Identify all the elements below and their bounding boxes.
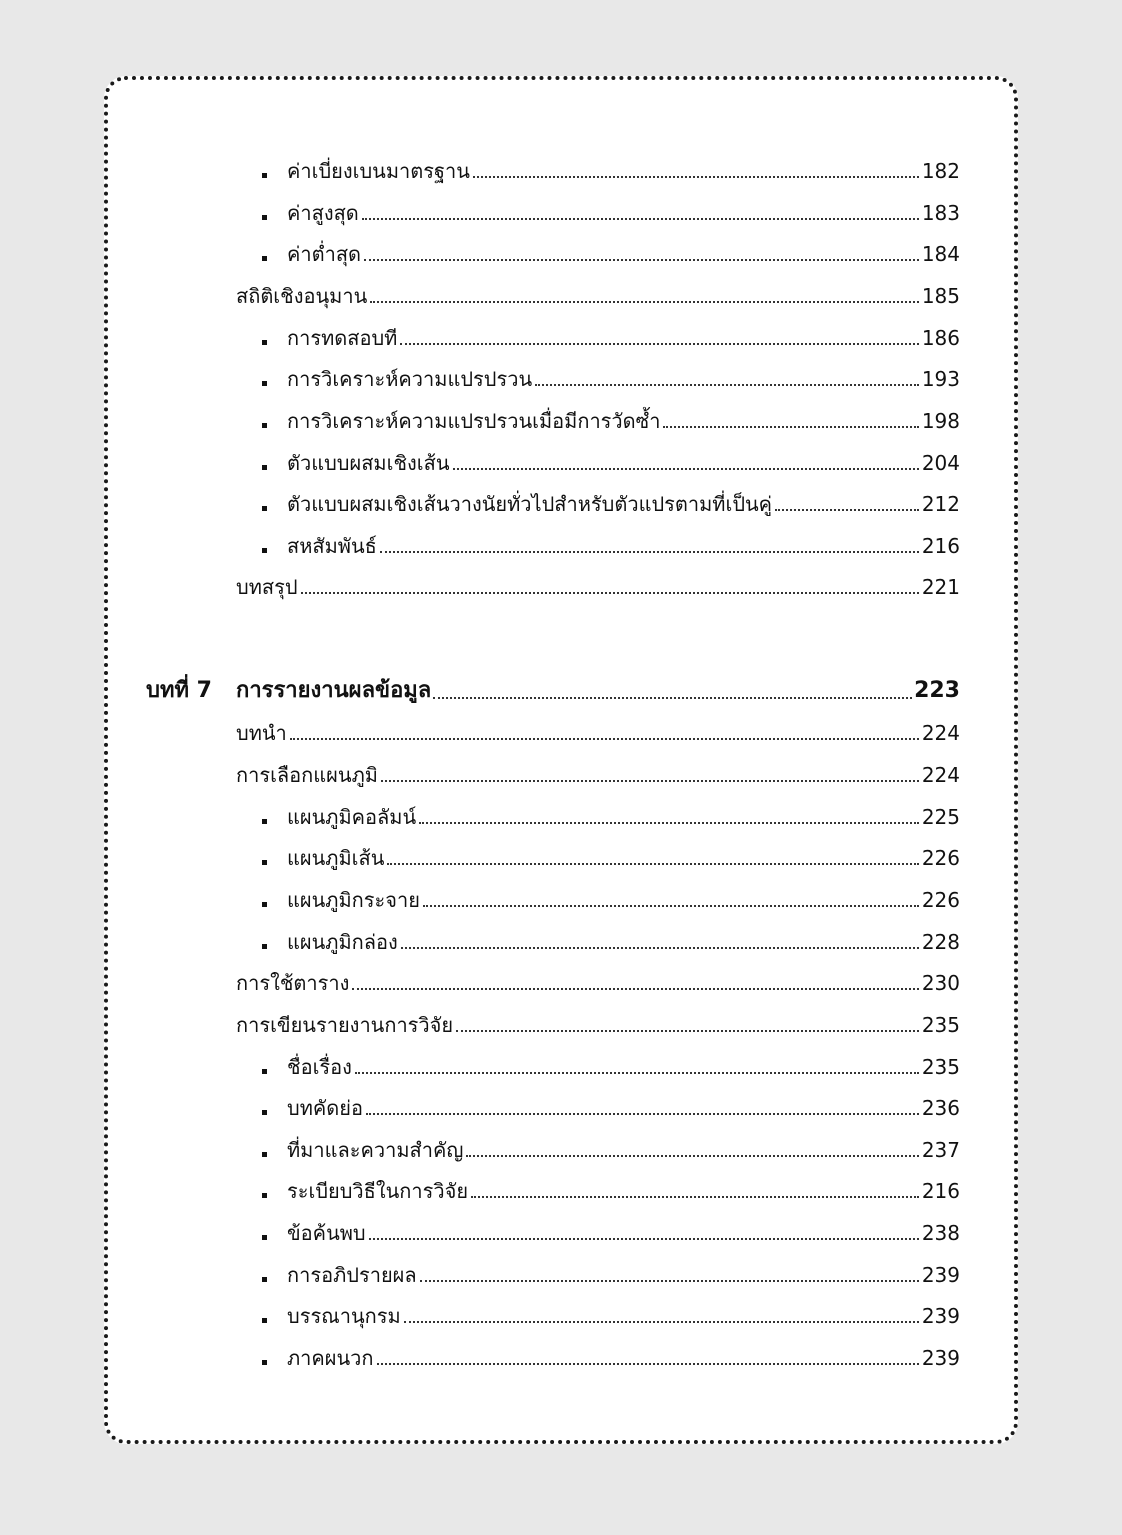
toc-entry-label: การวิเคราะห์ความแปรปรวนเมื่อมีการวัดซ้ำ [287, 409, 661, 433]
dot-leader [366, 1113, 919, 1115]
toc-entry-page: 204 [921, 451, 960, 475]
toc-section-label: สถิติเชิงอนุมาน [236, 284, 368, 308]
toc-entry-label: ที่มาและความสำคัญ [287, 1138, 464, 1162]
toc-entry-label: การอภิปรายผล [287, 1263, 417, 1287]
toc-entry-page: 184 [921, 242, 960, 266]
dot-leader [352, 988, 918, 990]
toc-section-page: 185 [921, 284, 960, 308]
bullet-icon [262, 860, 267, 865]
dot-leader [355, 1072, 919, 1074]
toc-entry-anova[interactable] [262, 365, 960, 393]
dot-leader [663, 426, 918, 428]
toc-section-page: 230 [921, 971, 960, 995]
toc-entry-label: แผนภูมิกล่อง [287, 930, 398, 954]
toc-section-page: 224 [921, 763, 960, 787]
bullet-icon [262, 944, 267, 949]
toc-section-page: 221 [921, 575, 960, 599]
toc-entry-label: แผนภูมิเส้น [287, 846, 385, 870]
dot-leader [362, 218, 919, 220]
dot-leader [381, 780, 919, 782]
bullet-icon [262, 902, 267, 907]
toc-entry-page: 238 [921, 1221, 960, 1245]
dot-leader [471, 1196, 919, 1198]
dot-leader [433, 697, 912, 699]
toc-entry-background[interactable] [262, 1136, 960, 1164]
toc-entry-discussion[interactable] [262, 1261, 960, 1289]
bullet-icon [262, 1360, 267, 1365]
dot-leader [400, 343, 918, 345]
bullet-icon [262, 465, 267, 470]
toc-entry-abstract[interactable] [262, 1094, 960, 1122]
page-frame [104, 76, 1018, 1444]
dot-leader [404, 1321, 919, 1323]
dot-leader [453, 468, 919, 470]
dot-leader [419, 822, 919, 824]
table-of-contents [108, 80, 1014, 1440]
dot-leader [456, 1030, 919, 1032]
toc-entry-page: 198 [921, 409, 960, 433]
toc-chapter-7[interactable] [236, 677, 960, 705]
toc-entry-label: การวิเคราะห์ความแปรปรวน [287, 367, 533, 391]
toc-entry-page: 236 [921, 1096, 960, 1120]
toc-entry-appendix[interactable] [262, 1344, 960, 1372]
toc-entry-std-dev[interactable] [262, 157, 960, 185]
bullet-icon [262, 548, 267, 553]
toc-section-label: บทสรุป [236, 575, 298, 599]
toc-entry-label: ค่าสูงสุด [287, 201, 359, 225]
dot-leader [420, 1280, 919, 1282]
toc-entry-findings[interactable] [262, 1219, 960, 1247]
toc-entry-label: บทคัดย่อ [287, 1096, 363, 1120]
dot-leader [370, 301, 919, 303]
dot-leader [380, 551, 919, 553]
toc-entry-page: 239 [921, 1263, 960, 1287]
bullet-icon [262, 340, 267, 345]
toc-section-page: 235 [921, 1013, 960, 1037]
toc-entry-max[interactable] [262, 199, 960, 227]
dot-leader [423, 905, 919, 907]
bullet-icon [262, 1318, 267, 1323]
toc-entry-page: 183 [921, 201, 960, 225]
dot-leader [775, 509, 919, 511]
toc-entry-page: 239 [921, 1304, 960, 1328]
toc-entry-label: ค่าต่ำสุด [287, 242, 362, 266]
bullet-icon [262, 215, 267, 220]
toc-entry-page: 212 [921, 492, 960, 516]
toc-entry-scatter-chart[interactable] [262, 886, 960, 914]
toc-section-writing-report[interactable] [236, 1011, 960, 1039]
toc-entry-label: แผนภูมิกระจาย [287, 888, 420, 912]
toc-entry-label: ระเบียบวิธีในการวิจัย [287, 1179, 469, 1203]
toc-section-label: บทนำ [236, 721, 287, 745]
chapter-page: 223 [914, 678, 960, 703]
toc-entry-page: 237 [921, 1138, 960, 1162]
toc-entry-label: ชื่อเรื่อง [287, 1055, 352, 1079]
toc-entry-lmm[interactable] [262, 449, 960, 477]
toc-entry-glmm[interactable] [262, 490, 960, 518]
toc-entry-label: ตัวแบบผสมเชิงเส้น [287, 451, 450, 475]
bullet-icon [262, 819, 267, 824]
toc-section-intro[interactable] [236, 719, 960, 747]
toc-section-label: การเลือกแผนภูมิ [236, 763, 378, 787]
toc-entry-page: 186 [921, 326, 960, 350]
dot-leader [290, 738, 919, 740]
bullet-icon [262, 1069, 267, 1074]
dot-leader [301, 592, 919, 594]
bullet-icon [262, 256, 267, 261]
bullet-icon [262, 173, 267, 178]
toc-entry-page: 225 [921, 805, 960, 829]
toc-section-inferential[interactable] [236, 282, 960, 310]
bullet-icon [262, 1110, 267, 1115]
chapter-title: การรายงานผลข้อมูล [236, 678, 432, 703]
toc-entry-label: ภาคผนวก [287, 1346, 374, 1370]
toc-entry-page: 182 [921, 159, 960, 183]
toc-entry-page: 193 [921, 367, 960, 391]
dot-leader [466, 1155, 918, 1157]
toc-entry-page: 228 [921, 930, 960, 954]
toc-entry-label: แผนภูมิคอลัมน์ [287, 805, 417, 829]
dot-leader [535, 384, 919, 386]
dot-leader [377, 1363, 919, 1365]
toc-section-label: การเขียนรายงานการวิจัย [236, 1013, 454, 1037]
toc-entry-page: 239 [921, 1346, 960, 1370]
toc-entry-bibliography[interactable] [262, 1302, 960, 1330]
dot-leader [369, 1238, 919, 1240]
toc-entry-label: ค่าเบี่ยงเบนมาตรฐาน [287, 159, 470, 183]
toc-entry-correlation[interactable] [262, 532, 960, 560]
toc-section-using-tables[interactable] [236, 969, 960, 997]
bullet-icon [262, 1152, 267, 1157]
dot-leader [387, 863, 918, 865]
bullet-icon [262, 1193, 267, 1198]
toc-entry-line-chart[interactable] [262, 844, 960, 872]
bullet-icon [262, 423, 267, 428]
toc-entry-title[interactable] [262, 1053, 960, 1081]
toc-entry-label: การทดสอบที [287, 326, 398, 350]
toc-section-choosing-charts[interactable] [236, 761, 960, 789]
toc-entry-page: 216 [921, 1179, 960, 1203]
chapter-number: บทที่ 7 [146, 678, 212, 703]
bullet-icon [262, 1235, 267, 1240]
toc-entry-box-chart[interactable] [262, 928, 960, 956]
toc-entry-min[interactable] [262, 240, 960, 268]
toc-entry-column-chart[interactable] [262, 803, 960, 831]
toc-entry-page: 226 [921, 888, 960, 912]
toc-entry-page: 226 [921, 846, 960, 870]
bullet-icon [262, 1277, 267, 1282]
toc-entry-page: 216 [921, 534, 960, 558]
dot-leader [401, 947, 919, 949]
toc-entry-page: 235 [921, 1055, 960, 1079]
toc-entry-repeated-anova[interactable] [262, 407, 960, 435]
toc-entry-label: ตัวแบบผสมเชิงเส้นวางนัยทั่วไปสำหรับตัวแปรตามที่เป็นคู่ [287, 492, 773, 516]
dot-leader [364, 259, 919, 261]
toc-entry-label: สหสัมพันธ์ [287, 534, 377, 558]
toc-entry-methodology[interactable] [262, 1177, 960, 1205]
toc-section-label: การใช้ตาราง [236, 971, 350, 995]
toc-section-summary[interactable] [236, 573, 960, 601]
bullet-icon [262, 381, 267, 386]
toc-entry-label: บรรณานุกรม [287, 1304, 401, 1328]
bullet-icon [262, 506, 267, 511]
toc-entry-label: ข้อค้นพบ [287, 1221, 366, 1245]
toc-section-page: 224 [921, 721, 960, 745]
dot-leader [473, 176, 919, 178]
toc-entry-t-test[interactable] [262, 324, 960, 352]
